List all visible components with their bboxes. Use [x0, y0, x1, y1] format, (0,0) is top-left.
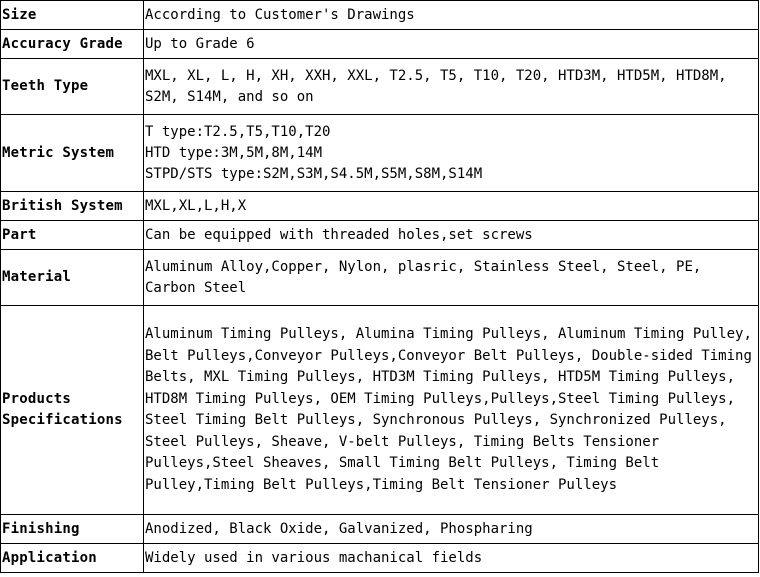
table-row-application	[1, 544, 759, 573]
table-row-finishing	[1, 515, 759, 544]
row-label: Accuracy Grade	[1, 30, 144, 59]
row-label: Part	[1, 221, 144, 250]
row-label	[1, 306, 144, 515]
row-label: Teeth Type	[1, 59, 144, 115]
table-row-metric-system	[1, 115, 759, 192]
metric-line: T type:T2.5,T5,T10,T20	[145, 123, 331, 140]
table-row-material	[1, 250, 759, 306]
row-value: Aluminum Alloy,Copper, Nylon, plasric, Stainless Steel, Steel, PE, Carbon Steel	[144, 250, 759, 306]
label-line: Specifications	[2, 412, 123, 428]
table-row-size	[1, 1, 759, 30]
row-label: British System	[1, 192, 144, 221]
metric-line: STPD/STS type:S2M,S3M,S4.5M,S5M,S8M,S14M	[145, 165, 483, 182]
table-row-teeth-type	[1, 59, 759, 115]
row-value: Up to Grade 6	[144, 30, 759, 59]
row-value: Aluminum Timing Pulleys, Alumina Timing Pulleys, Aluminum Timing Pulley, Belt Pulleys,Conveyor Pulleys,Conveyor Belt Pulleys, Double-sided Timing Belts, MXL Timing Pulleys, HTD3M Timing Pulleys, HTD5M Timing Pulleys, HTD8M Timing Pulleys, OEM Timing Pulleys,Pulleys,Steel Timing Pulleys, Steel Timing Belt Pulleys, Synchronous Pulleys, Synchronized Pulleys, Steel Pulleys, Sheave, V-belt Pulleys, Timing Belts Tensioner Pulleys,Steel Sheaves, Small Timing Belt Pulleys, Timing Belt Pulley,Timing Belt Pulleys,Timing Belt Tensioner Pulleys	[144, 306, 759, 515]
table-row-products-specifications	[1, 306, 759, 515]
row-label: Metric System	[1, 115, 144, 192]
row-value: MXL, XL, L, H, XH, XXH, XXL, T2.5, T5, T10, T20, HTD3M, HTD5M, HTD8M, S2M, S14M, and so on	[144, 59, 759, 115]
row-label: Size	[1, 1, 144, 30]
row-label: Finishing	[1, 515, 144, 544]
row-value	[144, 115, 759, 192]
row-value: Anodized, Black Oxide, Galvanized, Phospharing	[144, 515, 759, 544]
row-label: Material	[1, 250, 144, 306]
table-row-part	[1, 221, 759, 250]
row-value: MXL,XL,L,H,X	[144, 192, 759, 221]
row-value: Widely used in various machanical fields	[144, 544, 759, 573]
row-value: Can be equipped with threaded holes,set screws	[144, 221, 759, 250]
metric-line: HTD type:3M,5M,8M,14M	[145, 144, 323, 161]
table-row-accuracy-grade	[1, 30, 759, 59]
row-label: Application	[1, 544, 144, 573]
table-row-british-system	[1, 192, 759, 221]
label-line: Products	[2, 391, 72, 407]
row-value: According to Customer's Drawings	[144, 1, 759, 30]
